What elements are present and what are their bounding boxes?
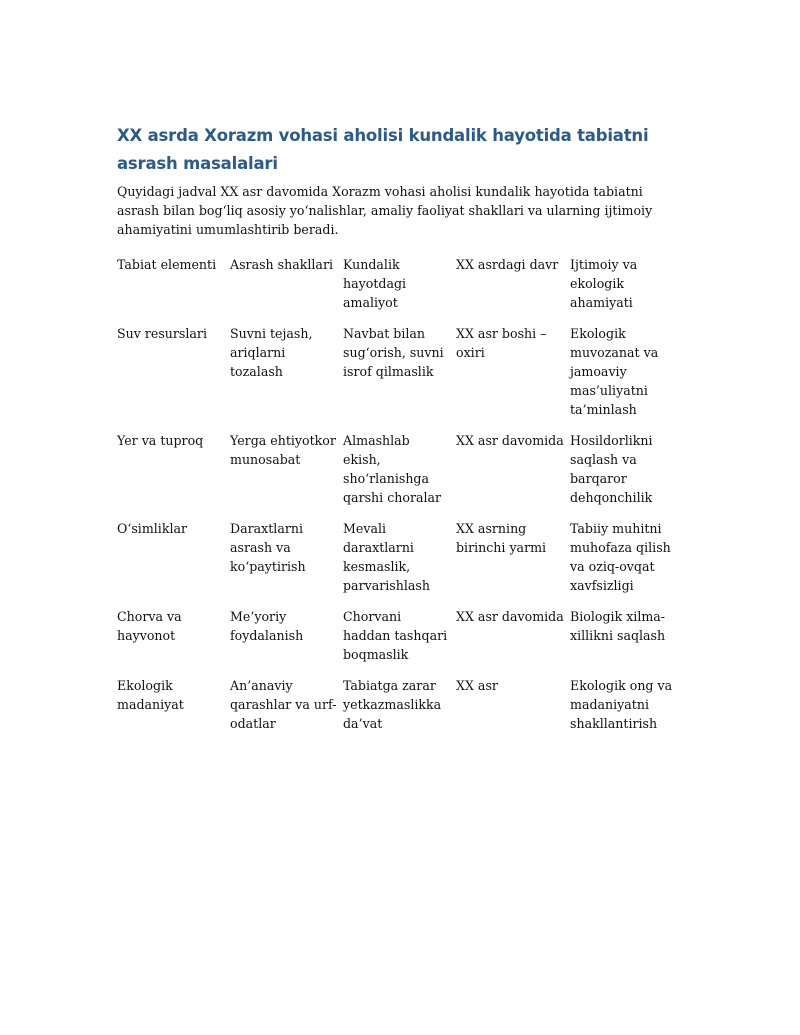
table-cell: Tabiiy muhitni muhofaza qilish va oziq-ovqat xavfsizligi	[570, 521, 671, 593]
table-cell: Me’yoriy foydalanish	[230, 609, 304, 643]
document-title: XX asrda Xorazm vohasi aholisi kundalik hayotida tabiatni asrash masalalari	[117, 126, 649, 173]
table-cell: Ekologik ong va madaniyatni shakllantirish	[570, 678, 673, 731]
table-cell: Tabiatga zarar yetkazmaslikka da’vat	[343, 678, 442, 731]
table-cell: Suv resurslari	[117, 326, 207, 341]
table-cell: Chorva va hayvonot	[117, 609, 182, 643]
table-cell: An’anaviy qarashlar va urf-odatlar	[230, 678, 337, 731]
table-cell: XX asr davomida	[456, 433, 564, 448]
table-cell: XX asr boshi – oxiri	[456, 326, 547, 360]
column-header-nature-element: Tabiat elementi	[117, 257, 217, 272]
table-cell: Chorvani haddan tashqari boqmaslik	[343, 609, 448, 662]
nature-protection-table	[117, 255, 683, 745]
table-cell: XX asr	[456, 678, 498, 693]
table-cell: XX asr davomida	[456, 609, 564, 624]
table-cell: Biologik xilma-xillikni saqlash	[570, 609, 666, 643]
table-header-row	[117, 255, 683, 324]
table-cell: Navbat bilan sug‘orish, suvni isrof qilmaslik	[343, 326, 444, 379]
table-row	[117, 607, 683, 676]
table-row	[117, 324, 683, 431]
column-header-period: XX asrdagi davr	[456, 257, 559, 272]
column-header-daily-practice: Kundalik hayotdagi amaliyot	[343, 257, 407, 310]
table-cell: Yerga ehtiyotkor munosabat	[230, 433, 336, 467]
table-cell: O‘simliklar	[117, 521, 188, 536]
table-row	[117, 431, 683, 519]
table-row	[117, 519, 683, 607]
intro-paragraph: Quyidagi jadval XX asr davomida Xorazm vohasi aholisi kundalik hayotida tabiatni asrash bilan bog‘liq asosiy yo‘nalishlar, amaliy faoliyat shakllari va ularning ijtimoiy ahamiyatini umumlashtirib beradi.	[117, 184, 653, 237]
table-cell: Hosildorlikni saqlash va barqaror dehqonchilik	[570, 433, 653, 505]
column-header-protection-forms: Asrash shakllari	[230, 257, 333, 272]
table-cell: XX asrning birinchi yarmi	[456, 521, 547, 555]
table-cell: Almashlab ekish, sho‘rlanishga qarshi choralar	[343, 433, 442, 505]
table-cell: Mevali daraxtlarni kesmaslik, parvarishlash	[343, 521, 430, 593]
table-cell: Yer va tuproq	[117, 433, 204, 448]
document-page	[117, 122, 683, 745]
table-cell: Ekologik madaniyat	[117, 678, 184, 712]
table-cell: Ekologik muvozanat va jamoaviy mas’uliyatni ta’minlash	[570, 326, 659, 417]
table-cell: Suvni tejash, ariqlarni tozalash	[230, 326, 313, 379]
table-cell: Daraxtlarni asrash va ko‘paytirish	[230, 521, 306, 574]
column-header-significance: Ijtimoiy va ekologik ahamiyati	[570, 257, 638, 310]
table-row	[117, 676, 683, 745]
